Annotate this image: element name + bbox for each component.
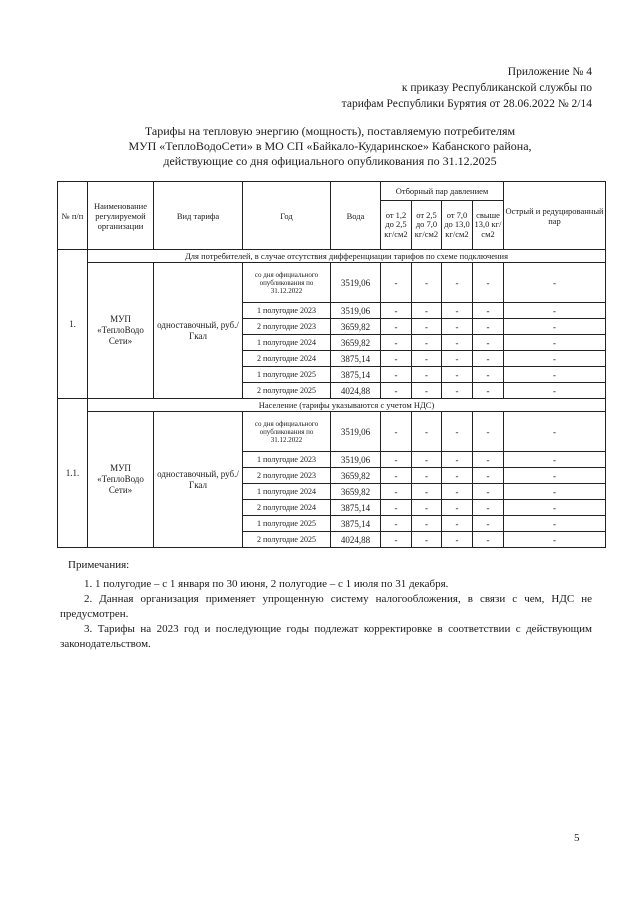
row-steam-1: - bbox=[381, 500, 412, 516]
row-steam-1: - bbox=[381, 452, 412, 468]
row-steam-2: - bbox=[412, 319, 442, 335]
section1-org: МУП «ТеплоВодо Сети» bbox=[88, 263, 154, 399]
note-item: 3. Тарифы на 2023 год и последующие годы подлежат корректировке в соответствии с действующим законодательством. bbox=[60, 623, 592, 650]
row-steam-4: - bbox=[473, 468, 504, 484]
section2-kind: одноставочный, руб./Гкал bbox=[154, 412, 243, 548]
row-steam-1: - bbox=[381, 532, 412, 548]
row-steam-2: - bbox=[412, 412, 442, 452]
row-steam-1: - bbox=[381, 303, 412, 319]
section1-title: Для потребителей, в случае отсутствия дифференциации тарифов по схеме подключения bbox=[88, 250, 606, 263]
row-steam-3: - bbox=[442, 367, 473, 383]
row-steam-4: - bbox=[473, 532, 504, 548]
row-year: 1 полугодие 2024 bbox=[243, 484, 331, 500]
section2-title: Население (тарифы указываются с учетом НДС) bbox=[88, 399, 606, 412]
row-steam-4: - bbox=[473, 319, 504, 335]
row-water: 4024,88 bbox=[331, 532, 381, 548]
header-steam-3: от 7,0 до 13,0 кг/см2 bbox=[442, 201, 473, 250]
row-steam-2: - bbox=[412, 263, 442, 303]
header-kind: Вид тарифа bbox=[154, 182, 243, 250]
row-steam-4: - bbox=[473, 516, 504, 532]
row-steam-2: - bbox=[412, 532, 442, 548]
title-line-1: Тарифы на тепловую энергию (мощность), поставляемую потребителям bbox=[144, 124, 516, 138]
page-number: 5 bbox=[574, 832, 580, 844]
row-steam-1: - bbox=[381, 383, 412, 399]
row-hot-steam: - bbox=[504, 367, 606, 383]
row-steam-1: - bbox=[381, 351, 412, 367]
row-steam-2: - bbox=[412, 351, 442, 367]
row-steam-2: - bbox=[412, 303, 442, 319]
section2-org: МУП «ТеплоВодо Сети» bbox=[88, 412, 154, 548]
row-steam-2: - bbox=[412, 367, 442, 383]
row-steam-1: - bbox=[381, 516, 412, 532]
row-water: 3519,06 bbox=[331, 412, 381, 452]
row-year: 2 полугодие 2024 bbox=[243, 351, 331, 367]
row-water: 3659,82 bbox=[331, 468, 381, 484]
row-year: 2 полугодие 2023 bbox=[243, 319, 331, 335]
row-steam-3: - bbox=[442, 500, 473, 516]
row-water: 3875,14 bbox=[331, 367, 381, 383]
row-steam-1: - bbox=[381, 468, 412, 484]
row-steam-3: - bbox=[442, 335, 473, 351]
row-steam-4: - bbox=[473, 452, 504, 468]
row-hot-steam: - bbox=[504, 532, 606, 548]
row-hot-steam: - bbox=[504, 383, 606, 399]
row-steam-4: - bbox=[473, 351, 504, 367]
appendix-number: Приложение № 4 bbox=[507, 66, 592, 78]
table-row bbox=[58, 263, 606, 303]
row-steam-3: - bbox=[442, 303, 473, 319]
row-year: 1 полугодие 2025 bbox=[243, 367, 331, 383]
section1-kind: одноставочный, руб./Гкал bbox=[154, 263, 243, 399]
row-hot-steam: - bbox=[504, 452, 606, 468]
row-year: со дня официального опубликования по 31.12.2022 bbox=[243, 412, 331, 452]
notes bbox=[60, 558, 592, 652]
header-steam-4: свыше 13,0 кг/см2 bbox=[473, 201, 504, 250]
row-hot-steam: - bbox=[504, 351, 606, 367]
document-title bbox=[60, 124, 600, 169]
header-year: Год bbox=[243, 182, 331, 250]
header-steam-group: Отборный пар давлением bbox=[381, 182, 504, 201]
row-steam-4: - bbox=[473, 263, 504, 303]
row-water: 3659,82 bbox=[331, 319, 381, 335]
title-line-2: МУП «ТеплоВодоСети» в МО СП «Байкало-Кударинское» Кабанского района, bbox=[128, 139, 532, 153]
row-hot-steam: - bbox=[504, 516, 606, 532]
row-year: 2 полугодие 2024 bbox=[243, 500, 331, 516]
row-steam-2: - bbox=[412, 516, 442, 532]
row-water: 3875,14 bbox=[331, 516, 381, 532]
row-hot-steam: - bbox=[504, 303, 606, 319]
row-hot-steam: - bbox=[504, 319, 606, 335]
row-water: 3875,14 bbox=[331, 500, 381, 516]
row-steam-4: - bbox=[473, 335, 504, 351]
row-year: 2 полугодие 2025 bbox=[243, 383, 331, 399]
row-water: 3875,14 bbox=[331, 351, 381, 367]
title-line-3: действующие со дня официального опубликования по 31.12.2025 bbox=[163, 154, 497, 168]
header-steam-2: от 2,5 до 7,0 кг/см2 bbox=[412, 201, 442, 250]
section1-num: 1. bbox=[58, 250, 88, 399]
row-steam-3: - bbox=[442, 452, 473, 468]
row-steam-2: - bbox=[412, 335, 442, 351]
row-steam-3: - bbox=[442, 319, 473, 335]
row-hot-steam: - bbox=[504, 263, 606, 303]
row-year: 2 полугодие 2025 bbox=[243, 532, 331, 548]
row-year: 2 полугодие 2023 bbox=[243, 468, 331, 484]
header-num: № п/п bbox=[58, 182, 88, 250]
row-steam-1: - bbox=[381, 367, 412, 383]
row-steam-2: - bbox=[412, 468, 442, 484]
row-steam-1: - bbox=[381, 484, 412, 500]
row-water: 3519,06 bbox=[331, 263, 381, 303]
row-hot-steam: - bbox=[504, 468, 606, 484]
row-water: 3659,82 bbox=[331, 335, 381, 351]
row-year: 1 полугодие 2023 bbox=[243, 303, 331, 319]
section2-num: 1.1. bbox=[58, 399, 88, 548]
note-item: 2. Данная организация применяет упрощенную систему налогообложения, в связи с чем, НДС не предусмотрен. bbox=[60, 593, 592, 620]
row-steam-3: - bbox=[442, 351, 473, 367]
row-steam-2: - bbox=[412, 383, 442, 399]
appendix-header bbox=[342, 64, 592, 112]
row-year: 1 полугодие 2025 bbox=[243, 516, 331, 532]
header-steam-1: от 1,2 до 2,5 кг/см2 bbox=[381, 201, 412, 250]
notes-heading: Примечания: bbox=[68, 559, 130, 571]
row-water: 3659,82 bbox=[331, 484, 381, 500]
row-steam-4: - bbox=[473, 383, 504, 399]
row-water: 3519,06 bbox=[331, 303, 381, 319]
row-steam-1: - bbox=[381, 412, 412, 452]
row-steam-3: - bbox=[442, 484, 473, 500]
table-row bbox=[58, 412, 606, 452]
header-org: Наименование регулируемой организации bbox=[88, 182, 154, 250]
row-steam-2: - bbox=[412, 484, 442, 500]
row-steam-2: - bbox=[412, 500, 442, 516]
row-year: 1 полугодие 2023 bbox=[243, 452, 331, 468]
row-steam-3: - bbox=[442, 516, 473, 532]
row-steam-1: - bbox=[381, 335, 412, 351]
row-hot-steam: - bbox=[504, 412, 606, 452]
tariff-table bbox=[57, 181, 606, 548]
row-steam-3: - bbox=[442, 412, 473, 452]
appendix-order-line: к приказу Республиканской службы по bbox=[401, 82, 592, 94]
row-steam-4: - bbox=[473, 412, 504, 452]
row-steam-1: - bbox=[381, 263, 412, 303]
row-steam-4: - bbox=[473, 500, 504, 516]
row-steam-4: - bbox=[473, 303, 504, 319]
row-steam-4: - bbox=[473, 367, 504, 383]
row-steam-3: - bbox=[442, 263, 473, 303]
row-hot-steam: - bbox=[504, 500, 606, 516]
row-year: со дня официального опубликования по 31.12.2022 bbox=[243, 263, 331, 303]
row-steam-3: - bbox=[442, 468, 473, 484]
row-hot-steam: - bbox=[504, 484, 606, 500]
row-hot-steam: - bbox=[504, 335, 606, 351]
row-steam-2: - bbox=[412, 452, 442, 468]
header-water: Вода bbox=[331, 182, 381, 250]
appendix-order-date: тарифам Республики Бурятия от 28.06.2022 № 2/14 bbox=[341, 98, 592, 110]
row-water: 3519,06 bbox=[331, 452, 381, 468]
row-water: 4024,88 bbox=[331, 383, 381, 399]
row-steam-1: - bbox=[381, 319, 412, 335]
row-steam-3: - bbox=[442, 383, 473, 399]
header-hot-steam: Острый и редуцированный пар bbox=[504, 182, 606, 250]
row-steam-4: - bbox=[473, 484, 504, 500]
note-item: 1. 1 полугодие – с 1 января по 30 июня, 2 полугодие – с 1 июля по 31 декабря. bbox=[84, 578, 449, 590]
row-steam-3: - bbox=[442, 532, 473, 548]
row-year: 1 полугодие 2024 bbox=[243, 335, 331, 351]
